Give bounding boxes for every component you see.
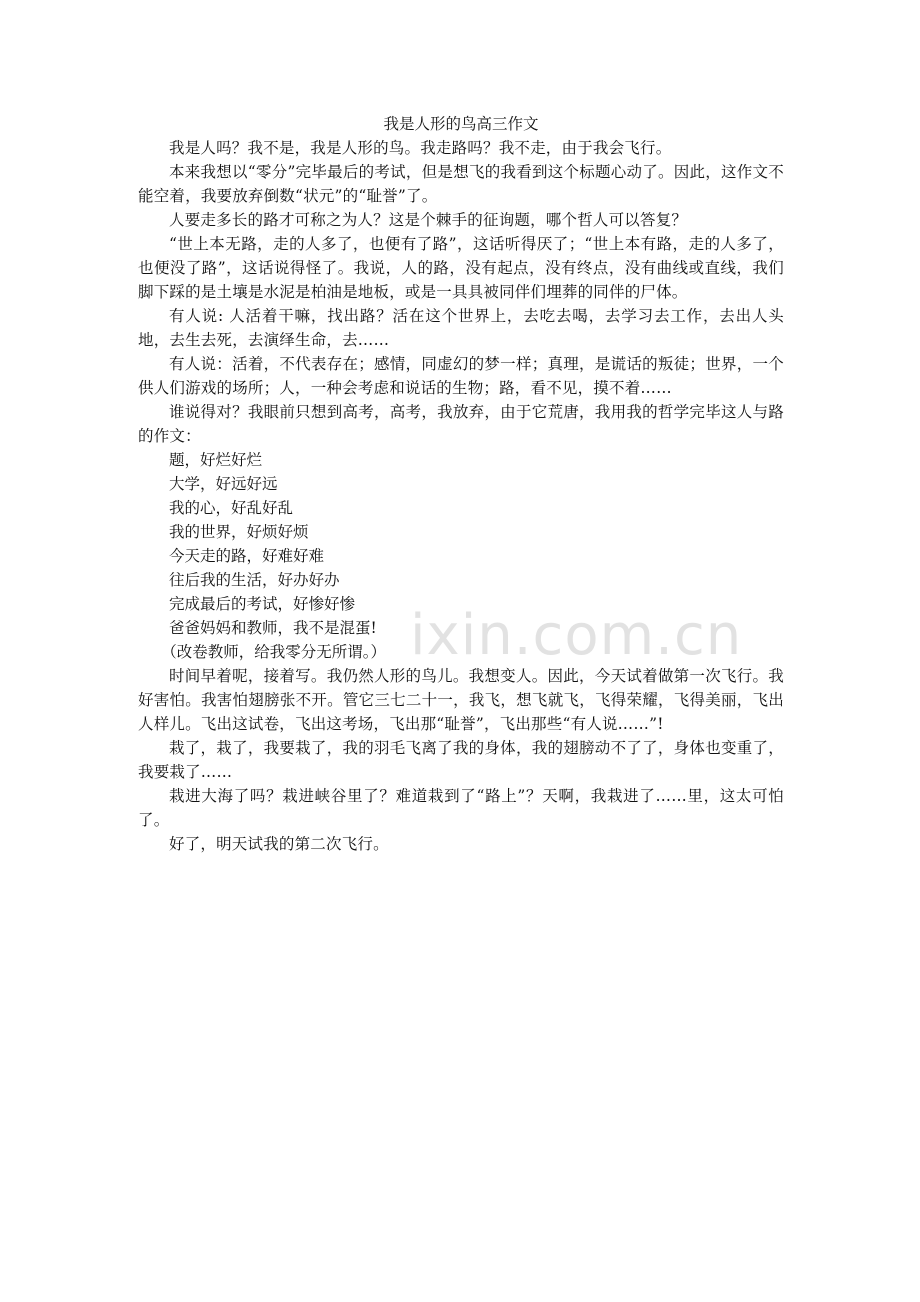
paragraph: 人要走多长的路才可称之为人？这是个棘手的征询题，哪个哲人可以答复？ (169, 211, 688, 229)
paragraph: 栽进大海了吗？栽进峡谷里了？难道栽到了“路上”？天啊，我栽进了……里，这太可怕了。 (138, 787, 784, 829)
poem-line: 今天走的路，好难好难 (169, 547, 325, 565)
teacher-note: （改卷教师，给我零分无所谓。） (161, 643, 387, 661)
poem-line: 完成最后的考试，好惨好惨 (169, 595, 356, 613)
page-title: 我是人形的鸟高三作文 (383, 115, 539, 133)
poem-line: 题，好烂好烂 (169, 451, 263, 469)
watermark: ixin.com.cn (410, 603, 743, 668)
document-body (138, 112, 784, 856)
paragraph: 好了，明天试我的第二次飞行。 (169, 835, 389, 853)
paragraph: 栽了，栽了，我要栽了，我的羽毛飞离了我的身体，我的翅膀动不了了，身体也变重了，我要栽了…… (138, 739, 784, 781)
poem-line: 大学，好远好远 (169, 475, 278, 493)
paragraph: 谁说得对？我眼前只想到高考，高考，我放弃，由于它荒唐，我用我的哲学完毕这人与路的作文： (138, 403, 784, 445)
poem-line: 爸爸妈妈和教师，我不是混蛋! (169, 619, 377, 637)
poem-line: 我的世界，好烦好烦 (169, 523, 309, 541)
paragraph: 本来我想以“零分”完毕最后的考试，但是想飞的我看到这个标题心动了。因此，这作文不能空着，我要放弃倒数“状元”的“耻誉”了。 (138, 163, 784, 205)
paragraph: 有人说: 人活着干嘛，找出路？活在这个世界上，去吃去喝，去学习去工作，去出人头地，去生去死，去演绎生命，去…… (138, 307, 784, 349)
paragraph: “世上本无路，走的人多了，也便有了路”，这话听得厌了；“世上本有路，走的人多了，也便没了路”，这话说得怪了。我说，人的路，没有起点，没有终点，没有曲线或直线，我们脚下踩的是土壤是水泥是柏油是地板，或是一具具被同伴们埋葬的同伴的尸体。 (138, 235, 784, 301)
paragraph: 时间早着呢，接着写。我仍然人形的鸟儿。我想变人。因此，今天试着做第一次飞行。我好害怕。我害怕翅膀张不开。管它三七二十一，我飞，想飞就飞，飞得荣耀，飞得美丽，飞出人样儿。飞出这试卷，飞出这考场，飞出那“耻誉”，飞出那些“有人说……”! (138, 667, 784, 733)
poem-line: 我的心，好乱好乱 (169, 499, 294, 517)
paragraph: 我是人吗？我不是，我是人形的鸟。我走路吗？我不走，由于我会飞行。 (169, 139, 672, 157)
poem-line: 往后我的生活，好办好办 (169, 571, 340, 589)
paragraph: 有人说：活着，不代表存在；感情，同虚幻的梦一样；真理，是谎话的叛徒；世界，一个供人们游戏的场所；人，一种会考虑和说话的生物；路，看不见，摸不着…… (138, 355, 784, 397)
